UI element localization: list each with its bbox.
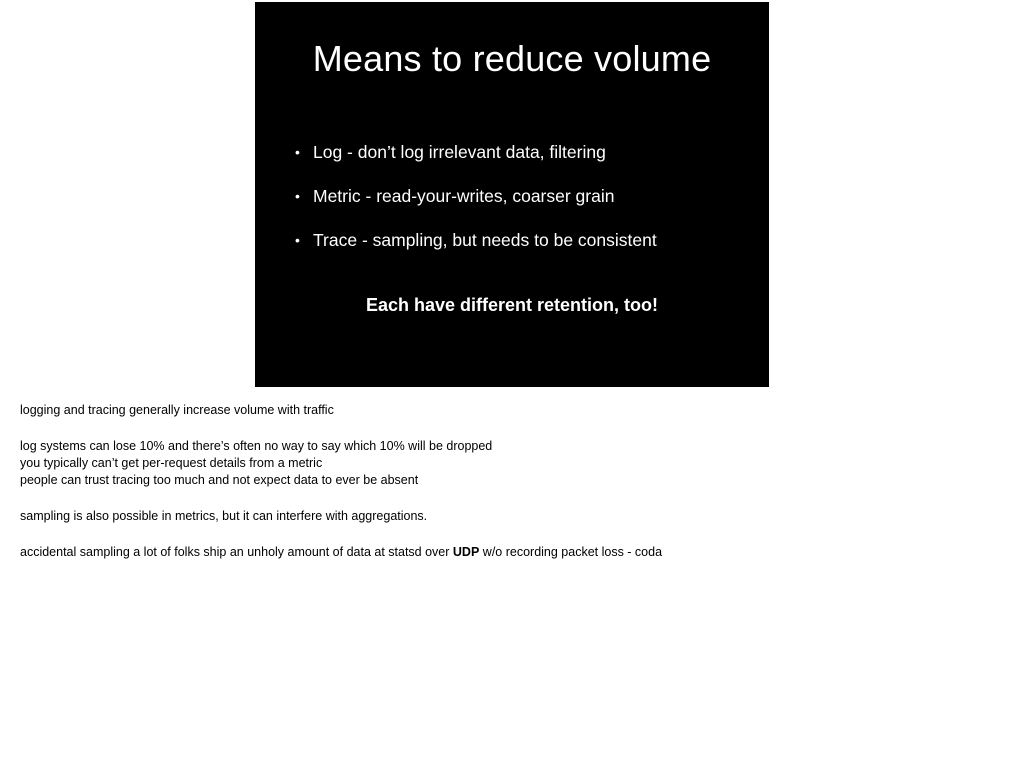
note-line: people can trust tracing too much and not expect data to ever be absent	[20, 473, 419, 487]
bullet-dot-icon: •	[295, 144, 300, 160]
note-line	[20, 544, 1010, 561]
bullet-list	[295, 141, 657, 251]
bullet-text: Log - don’t log irrelevant data, filtering	[313, 142, 606, 162]
bullet-dot-icon: •	[295, 188, 300, 204]
bullet-dot-icon: •	[295, 232, 300, 248]
bullet-metric	[295, 185, 657, 207]
note-line: logging and tracing generally increase volume with traffic	[20, 403, 334, 417]
slide-footer: Each have different retention, too!	[365, 295, 659, 315]
bullet-trace	[295, 229, 657, 251]
bullet-log	[295, 141, 657, 163]
slide-title: Means to reduce volume	[312, 38, 712, 79]
note-text: accidental sampling a lot of folks ship an unholy amount of data at statsd over	[20, 545, 453, 559]
note-text: w/o recording packet loss - coda	[479, 545, 663, 559]
slide	[255, 2, 769, 387]
bullet-text: Trace - sampling, but needs to be consistent	[313, 230, 657, 250]
note-line: sampling is also possible in metrics, but it can interfere with aggregations.	[20, 509, 428, 523]
note-line: you typically can’t get per-request details from a metric	[20, 456, 323, 470]
note-line: log systems can lose 10% and there’s often no way to say which 10% will be dropped	[20, 439, 493, 453]
bullet-text: Metric - read-your-writes, coarser grain	[313, 186, 615, 206]
speaker-notes	[20, 402, 1010, 561]
note-bold-text: UDP	[452, 545, 480, 559]
